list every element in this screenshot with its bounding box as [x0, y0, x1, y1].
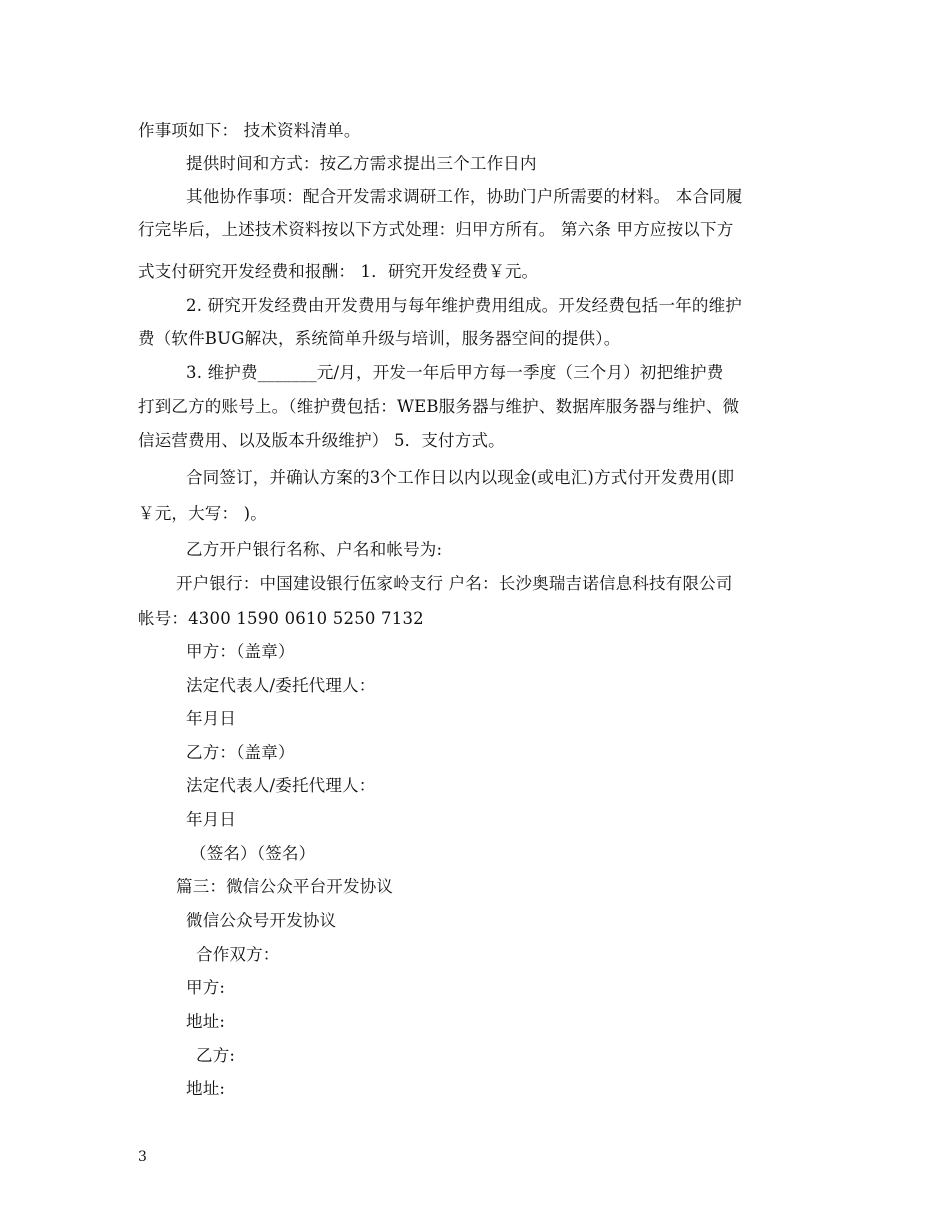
text-line: 地址: [186, 1012, 226, 1031]
text-line: 微信公众号开发协议 [186, 911, 337, 930]
text-line: 信运营费用、以及版本升级维护） 5．支付方式。 [138, 431, 505, 450]
text-line: 甲方：（盖章） [186, 642, 295, 661]
text-line: 提供时间和方式：按乙方需求提出三个工作日内 [186, 154, 537, 173]
text-line: 作事项如下： 技术资料清单。 [138, 121, 361, 140]
text-line: 年月日 [186, 709, 237, 728]
text-line: 乙方: [196, 1046, 236, 1065]
text-line: 甲方: [186, 978, 226, 997]
text-line: 帐号：4300 1590 0610 5250 7132 [138, 609, 424, 628]
text-line: 乙方：（盖章） [186, 743, 295, 762]
text-line: ￥元，大写： )。 [138, 504, 267, 523]
text-line: 行完毕后，上述技术资料按以下方式处理：归甲方所有。 第六条 甲方应按以下方 [138, 220, 734, 239]
text-line: 年月日 [186, 810, 237, 829]
text-line: 乙方开户银行名称、户名和帐号为: [186, 540, 443, 559]
text-line: 3. 维护费_______元/月，开发一年后甲方每一季度（三个月）初把维护费 [186, 363, 724, 382]
text-line: 2. 研究开发经费由开发费用与每年维护费用组成。开发经费包括一年的维护 [186, 296, 742, 315]
text-line: 法定代表人/委托代理人： [186, 776, 376, 795]
text-line: 开户银行：中国建设银行伍家岭支行 户名：长沙奥瑞吉诺信息科技有限公司 [176, 574, 733, 593]
text-line: （签名）（签名） [190, 844, 316, 863]
text-line: 费（软件BUG解决，系统简单升级与培训，服务器空间的提供）。 [138, 329, 621, 348]
text-line: 打到乙方的账号上。（维护费包括：WEB服务器与维护、数据库服务器与维护、微 [138, 397, 740, 416]
text-line: 地址: [186, 1079, 226, 1098]
text-line: 其他协作事项：配合开发需求调研工作，协助门户所需要的材料。 本合同履 [186, 187, 743, 206]
text-line: 合作双方： [196, 945, 280, 964]
page-number: 3 [138, 1149, 147, 1165]
text-line: 合同签订，并确认方案的3个工作日以内以现金(或电汇)方式付开发费用(即 [186, 468, 735, 487]
text-line: 式支付研究开发经费和报酬： 1．研究开发经费￥元。 [138, 262, 539, 281]
text-line: 法定代表人/委托代理人： [186, 676, 376, 695]
section-heading: 篇三：微信公众平台开发协议 [176, 877, 394, 896]
